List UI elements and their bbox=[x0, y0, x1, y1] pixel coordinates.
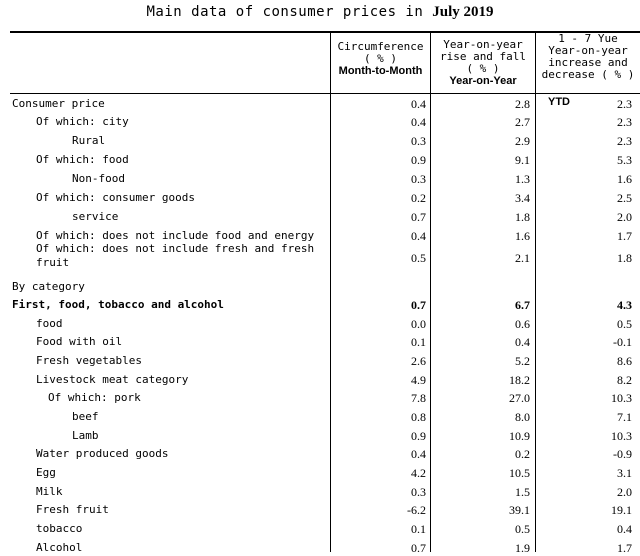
value-ytd: 1.7 bbox=[617, 541, 632, 555]
header-ytd-line-1: 1 - 7 Yue bbox=[558, 32, 618, 45]
value-yoy: 0.6 bbox=[515, 317, 530, 331]
header-yoy bbox=[431, 33, 535, 93]
value-yoy: 2.1 bbox=[515, 251, 530, 265]
row-label: Of which: city bbox=[36, 115, 129, 128]
value-yoy: 27.0 bbox=[509, 391, 530, 405]
value-ytd: 4.3 bbox=[617, 298, 632, 312]
value-mom: 0.2 bbox=[411, 191, 426, 205]
value-yoy: 8.0 bbox=[515, 410, 530, 424]
header-yoy-line-3: ( % ) bbox=[466, 62, 500, 75]
value-yoy: 6.7 bbox=[515, 298, 530, 312]
cpi-table bbox=[0, 32, 640, 555]
value-yoy: 2.8 bbox=[515, 97, 530, 111]
header-yoy-line-2: rise and fall bbox=[439, 50, 527, 63]
value-mom: 0.3 bbox=[411, 485, 426, 499]
value-yoy: 0.2 bbox=[515, 447, 530, 461]
value-mom: 0.4 bbox=[411, 447, 426, 461]
value-ytd: 1.6 bbox=[617, 172, 632, 186]
header-mom bbox=[331, 33, 430, 93]
value-ytd: -0.1 bbox=[613, 335, 632, 349]
value-ytd: 10.3 bbox=[611, 429, 632, 443]
value-ytd: 0.5 bbox=[617, 317, 632, 331]
value-ytd: 8.6 bbox=[617, 354, 632, 368]
value-mom: 0.4 bbox=[411, 229, 426, 243]
value-ytd: 7.1 bbox=[617, 410, 632, 424]
row-label: Egg bbox=[36, 466, 56, 479]
value-mom: 0.1 bbox=[411, 522, 426, 536]
value-yoy: 5.2 bbox=[515, 354, 530, 368]
value-ytd: 2.5 bbox=[617, 191, 632, 205]
header-yoy-line-1: Year-on-year bbox=[443, 38, 523, 51]
value-mom: 0.9 bbox=[411, 153, 426, 167]
row-label: By category bbox=[12, 280, 85, 293]
row-label: Consumer price bbox=[12, 97, 105, 110]
row-label: tobacco bbox=[36, 522, 83, 535]
value-mom: 4.2 bbox=[411, 466, 426, 480]
value-ytd: 1.8 bbox=[617, 251, 632, 265]
value-yoy: 10.9 bbox=[509, 429, 530, 443]
value-mom: 0.7 bbox=[411, 541, 426, 555]
value-ytd: 2.3 bbox=[617, 97, 632, 111]
value-mom: 0.3 bbox=[411, 134, 426, 148]
value-mom: 0.4 bbox=[411, 115, 426, 129]
row-label: service bbox=[72, 210, 119, 223]
row-label: Of which: consumer goods bbox=[36, 191, 195, 204]
value-mom: 4.9 bbox=[411, 373, 426, 387]
header-ytd-line-4: decrease ( % ) bbox=[541, 68, 635, 81]
value-mom: 2.6 bbox=[411, 354, 426, 368]
row-label: Milk bbox=[36, 485, 63, 498]
row-label: Non-food bbox=[72, 172, 125, 185]
header-mom-line-2: ( % ) bbox=[363, 52, 398, 65]
header-ytd-sub: YTD bbox=[548, 96, 570, 108]
value-yoy: 2.9 bbox=[515, 134, 530, 148]
value-yoy: 2.7 bbox=[515, 115, 530, 129]
value-yoy: 0.4 bbox=[515, 335, 530, 349]
value-mom: 0.7 bbox=[411, 298, 426, 312]
value-yoy: 1.3 bbox=[515, 172, 530, 186]
value-mom: 0.8 bbox=[411, 410, 426, 424]
value-yoy: 1.5 bbox=[515, 485, 530, 499]
header-ytd-line-3: increase and bbox=[548, 56, 628, 69]
row-label: First, food, tobacco and alcohol bbox=[12, 298, 224, 311]
value-ytd: 3.1 bbox=[617, 466, 632, 480]
header-ytd-line-2: Year-on-year bbox=[548, 44, 628, 57]
row-label: food bbox=[36, 317, 63, 330]
value-yoy: 1.6 bbox=[515, 229, 530, 243]
value-yoy: 39.1 bbox=[509, 503, 530, 517]
value-ytd: 2.3 bbox=[617, 134, 632, 148]
value-yoy: 1.9 bbox=[515, 541, 530, 555]
value-ytd: 2.0 bbox=[617, 210, 632, 224]
header-yoy-sub: Year-on-Year bbox=[449, 75, 517, 87]
row-label: Rural bbox=[72, 134, 106, 147]
value-mom: 0.1 bbox=[411, 335, 426, 349]
value-ytd: 5.3 bbox=[617, 153, 632, 167]
value-ytd: 10.3 bbox=[611, 391, 632, 405]
value-ytd: 19.1 bbox=[611, 503, 632, 517]
value-ytd: 2.3 bbox=[617, 115, 632, 129]
value-mom: 0.7 bbox=[411, 210, 426, 224]
value-mom: 0.5 bbox=[411, 251, 426, 265]
row-label: beef bbox=[72, 410, 99, 423]
value-yoy: 1.8 bbox=[515, 210, 530, 224]
value-ytd: 0.4 bbox=[617, 522, 632, 536]
value-mom: -6.2 bbox=[407, 503, 426, 517]
value-mom: 7.8 bbox=[411, 391, 426, 405]
page-title bbox=[0, 4, 640, 21]
header-mom-line-1: Circumference bbox=[337, 40, 424, 53]
row-label: Livestock meat category bbox=[36, 373, 189, 386]
value-mom: 0.0 bbox=[411, 317, 426, 331]
value-ytd: 2.0 bbox=[617, 485, 632, 499]
value-yoy: 3.4 bbox=[515, 191, 530, 205]
row-label: Fresh vegetables bbox=[36, 354, 142, 367]
row-label: Of which: pork bbox=[48, 391, 141, 404]
row-label: Food with oil bbox=[36, 335, 123, 348]
value-yoy: 10.5 bbox=[509, 466, 530, 480]
value-mom: 0.3 bbox=[411, 172, 426, 186]
row-label: Of which: does not include fresh and fresh fruit bbox=[36, 242, 315, 269]
row-label: Of which: food bbox=[36, 153, 129, 166]
row-label: Lamb bbox=[72, 429, 99, 442]
header-mom-sub: Month-to-Month bbox=[338, 65, 423, 77]
header-ytd bbox=[536, 33, 640, 93]
value-mom: 0.4 bbox=[411, 97, 426, 111]
row-label: Fresh fruit bbox=[36, 503, 109, 516]
header-rule bbox=[10, 93, 640, 94]
title-year: July 2019 bbox=[432, 4, 494, 20]
value-yoy: 18.2 bbox=[509, 373, 530, 387]
value-ytd: 1.7 bbox=[617, 229, 632, 243]
value-yoy: 9.1 bbox=[515, 153, 530, 167]
value-mom: 0.9 bbox=[411, 429, 426, 443]
row-label: Water produced goods bbox=[36, 447, 169, 460]
value-yoy: 0.5 bbox=[515, 522, 530, 536]
row-label: Alcohol bbox=[36, 541, 83, 554]
value-ytd: 8.2 bbox=[617, 373, 632, 387]
value-ytd: -0.9 bbox=[613, 447, 632, 461]
title-text: Main data of consumer prices in bbox=[146, 4, 424, 20]
row-label: Of which: does not include food and energy bbox=[36, 229, 315, 242]
